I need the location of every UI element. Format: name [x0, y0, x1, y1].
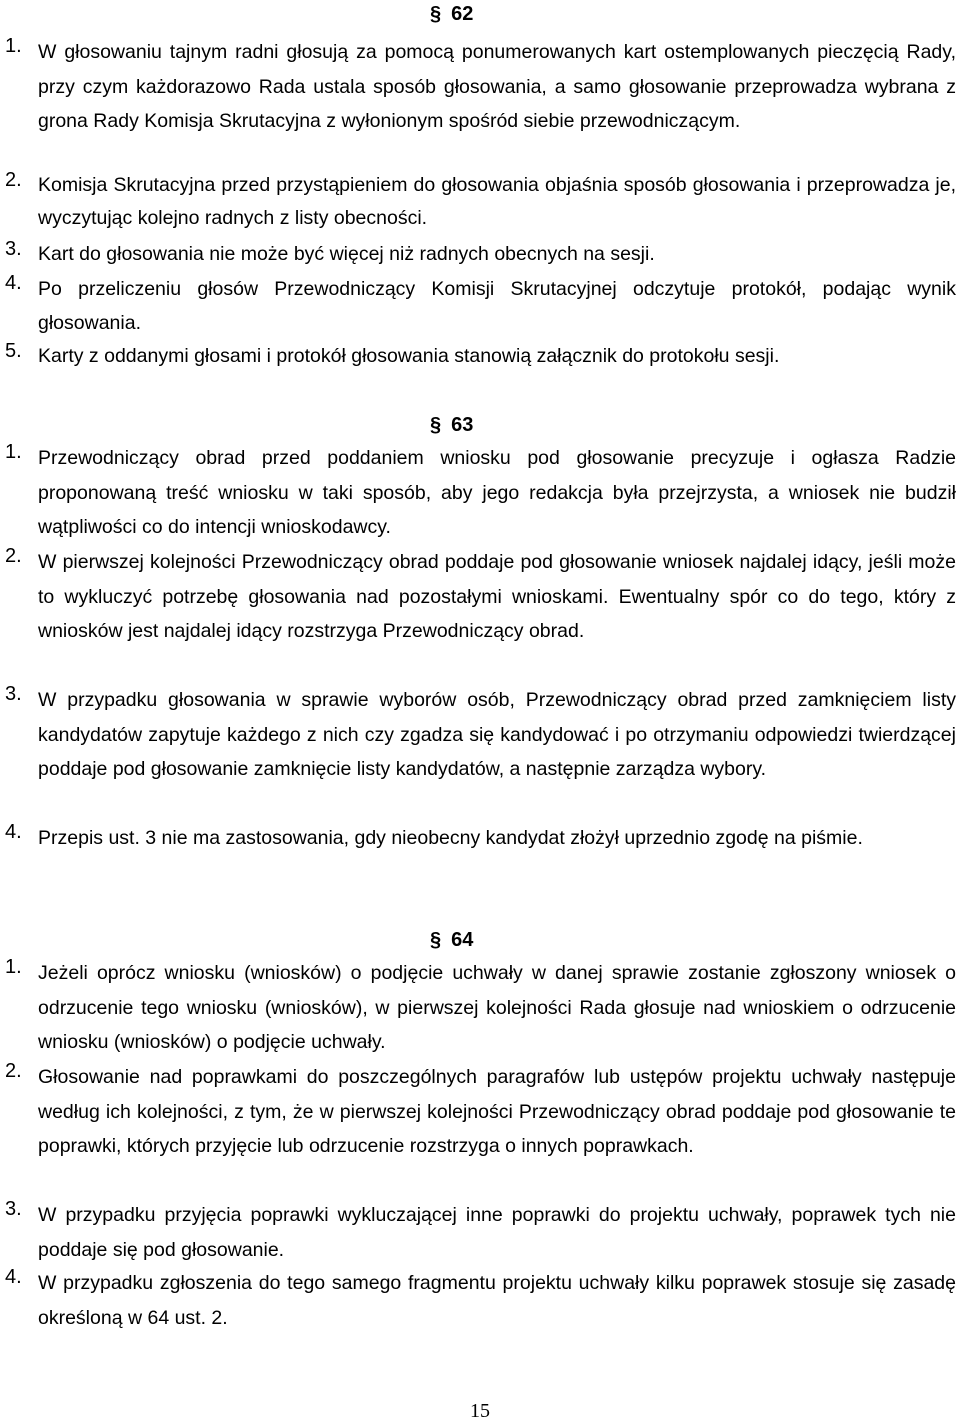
item-text: Jeżeli oprócz wniosku (wniosków) o podjęcie uchwały w danej sprawie zostanie zgłoszony wniosek o odrzucenie tego wniosku (wniosków), w pierwszej kolejności Rada głosuje nad wnioskiem o odrzucenie wniosku (wniosków) o podjęcie uchwały. — [38, 962, 956, 1053]
item-number: 4. — [5, 272, 22, 294]
item-number: 1. — [5, 35, 22, 57]
item-number: 3. — [5, 683, 22, 705]
item-number: 4. — [5, 821, 22, 843]
section-number: 64 — [451, 929, 474, 951]
item-text: W przypadku przyjęcia poprawki wykluczającej inne poprawki do projektu uchwały, poprawek tych nie poddaje się pod głosowanie. — [38, 1204, 956, 1261]
item-text: Głosowanie nad poprawkami do poszczególnych paragrafów lub ustępów projektu uchwały następuje według ich kolejności, z tym, że w pierwszej kolejności Przewodniczący obrad poddaje pod głosowanie te poprawki, których przyjęcie lub odrzucenie rozstrzyga o innych poprawkach. — [38, 1066, 956, 1157]
item-text: Po przeliczeniu głosów Przewodniczący Komisji Skrutacyjnej odczytuje protokół, podając wynik głosowania. — [38, 278, 956, 334]
section-number: 62 — [451, 3, 474, 25]
section-symbol: § — [430, 3, 442, 25]
section-heading — [430, 413, 473, 437]
section-heading — [430, 2, 473, 26]
item-text: W pierwszej kolejności Przewodniczący obrad poddaje pod głosowanie wniosek najdalej idący, jeśli może to wykluczyć potrzebę głosowania nad pozostałymi wnioskami. Ewentualny spór co do tego, który z wniosków jest najdalej idący rozstrzyga Przewodniczący obrad. — [38, 551, 956, 642]
item-number: 1. — [5, 441, 22, 463]
item-number: 2. — [5, 169, 22, 191]
item-text: W głosowaniu tajnym radni głosują za pomocą ponumerowanych kart ostemplowanych pieczęcią Rady, przy czym każdorazowo Rada ustala sposób głosowania, a samo głosowanie przeprowadza wybrana z grona Rady Komisja Skrutacyjna z wyłonionym spośród siebie przewodniczącym. — [38, 41, 956, 133]
page-number: 15 — [470, 1400, 490, 1422]
item-number: 5. — [5, 340, 22, 362]
section-symbol: § — [430, 929, 442, 951]
item-text: Kart do głosowania nie może być więcej niż radnych obecnych na sesji. — [38, 243, 655, 265]
item-number: 2. — [5, 1060, 22, 1082]
item-number: 4. — [5, 1266, 22, 1288]
item-text: Komisja Skrutacyjna przed przystąpieniem do głosowania objaśnia sposób głosowania i przeprowadza je, wyczytując kolejno radnych z listy obecności. — [38, 174, 956, 229]
item-number: 1. — [5, 956, 22, 978]
item-number: 2. — [5, 545, 22, 567]
section-number: 63 — [451, 414, 474, 436]
item-text: Przewodniczący obrad przed poddaniem wniosku pod głosowanie precyzuje i ogłasza Radzie proponowaną treść wniosku w taki sposób, aby jego redakcja była przejrzysta, a wniosek nie budził wątpliwości co do intencji wnioskodawcy. — [38, 447, 956, 538]
section-heading — [430, 928, 473, 952]
item-text: W przypadku zgłoszenia do tego samego fragmentu projektu uchwały kilku poprawek stosuje się zasadę określoną w 64 ust. 2. — [38, 1272, 956, 1329]
item-text: Przepis ust. 3 nie ma zastosowania, gdy nieobecny kandydat złożył uprzednio zgodę na piśmie. — [38, 827, 863, 849]
item-number: 3. — [5, 238, 22, 260]
item-text: Karty z oddanymi głosami i protokół głosowania stanowią załącznik do protokołu sesji. — [38, 345, 780, 367]
item-text: W przypadku głosowania w sprawie wyborów osób, Przewodniczący obrad przed zamknięciem listy kandydatów zapytuje każdego z nich czy zgadza się kandydować i po otrzymaniu odpowiedzi twierdzącej poddaje pod głosowanie zamknięcie listy kandydatów, a następnie zarządza wybory. — [38, 689, 956, 780]
section-symbol: § — [430, 414, 442, 436]
item-number: 3. — [5, 1198, 22, 1220]
